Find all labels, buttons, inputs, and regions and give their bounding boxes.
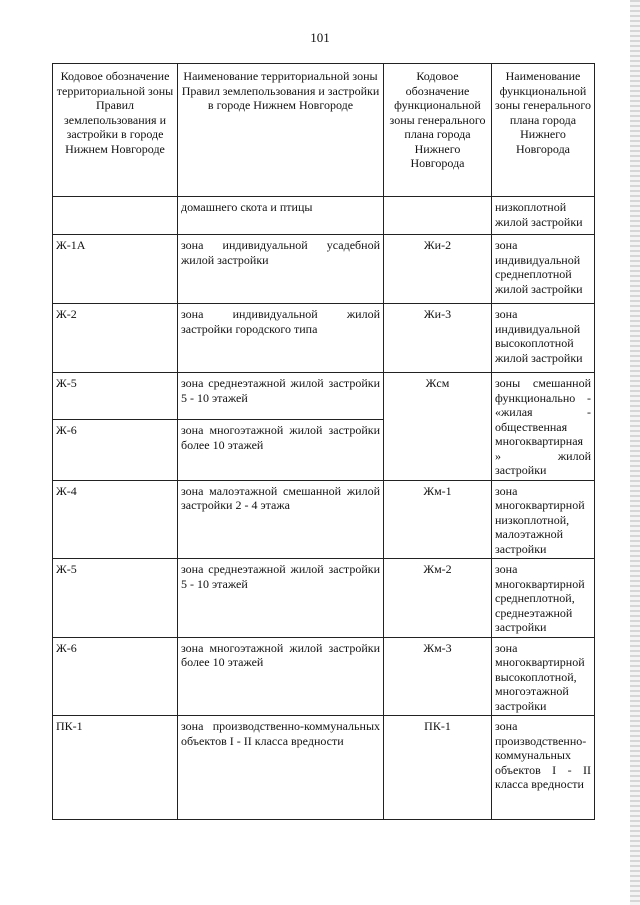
cell-name: зона среднеэтажной жилой застройки 5 - 10 этажей xyxy=(178,373,384,420)
cell-name: зона многоэтажной жилой застройки более 10 этажей xyxy=(178,637,384,716)
page-number: 101 xyxy=(310,30,330,45)
cell-func-name: зона многоквартирной высокоплотной, многоэтажной застройки xyxy=(492,637,595,716)
table-row xyxy=(53,559,595,638)
cell-code xyxy=(53,197,178,235)
cell-name: зона среднеэтажной жилой застройки 5 - 10 этажей xyxy=(178,559,384,638)
table-row xyxy=(53,197,595,235)
cell-func-code: Жм-1 xyxy=(384,480,492,559)
cell-code: Ж-4 xyxy=(53,480,178,559)
cell-func-code: Жм-2 xyxy=(384,559,492,638)
cell-func-name: зона производственно-коммунальных объектов I - II класса вредности xyxy=(492,716,595,820)
cell-func-name: зона многоквартирной низкоплотной, малоэтажной застройки xyxy=(492,480,595,559)
zones-table xyxy=(52,63,595,820)
cell-func-name: зона индивидуальной высокоплотной жилой застройки xyxy=(492,304,595,373)
cell-func-name: зона индивидуальной среднеплотной жилой застройки xyxy=(492,235,595,304)
cell-func-name: зоны смешанной функционально - «жилая - общественная многоквартирная » жилой застройки xyxy=(492,373,595,481)
cell-name: домашнего скота и птицы xyxy=(178,197,384,235)
table-row xyxy=(53,304,595,373)
cell-name: зона малоэтажной смешанной жилой застройки 2 - 4 этажа xyxy=(178,480,384,559)
cell-name: зона индивидуальной усадебной жилой застройки xyxy=(178,235,384,304)
cell-func-code xyxy=(384,197,492,235)
cell-code: Ж-6 xyxy=(53,637,178,716)
header-territorial-code: Кодовое обозначение территориальной зоны Правил землепользования и застройки в городе Нижнем Новгороде xyxy=(53,64,178,197)
cell-name: зона производственно-коммунальных объектов I - II класса вредности xyxy=(178,716,384,820)
cell-code: Ж-2 xyxy=(53,304,178,373)
cell-func-code: Жм-3 xyxy=(384,637,492,716)
table-row xyxy=(53,480,595,559)
cell-name: зона многоэтажной жилой застройки более 10 этажей xyxy=(178,420,384,480)
cell-func-code: Жи-3 xyxy=(384,304,492,373)
cell-func-code: ПК-1 xyxy=(384,716,492,820)
header-functional-code: Кодовое обозначение функциональной зоны генерального плана города Нижнего Новгорода xyxy=(384,64,492,197)
cell-func-code: Жсм xyxy=(384,373,492,481)
table-row xyxy=(53,637,595,716)
table-row xyxy=(53,373,595,420)
cell-func-code: Жи-2 xyxy=(384,235,492,304)
table-row xyxy=(53,716,595,820)
scan-edge-strip xyxy=(630,0,640,905)
table-row xyxy=(53,235,595,304)
cell-func-name: зона многоквартирной среднеплотной, среднеэтажной застройки xyxy=(492,559,595,638)
cell-func-name: низкоплотной жилой застройки xyxy=(492,197,595,235)
cell-code: ПК-1 xyxy=(53,716,178,820)
cell-code: Ж-5 xyxy=(53,373,178,420)
cell-code: Ж-6 xyxy=(53,420,178,480)
header-territorial-name: Наименование территориальной зоны Правил землепользования и застройки в городе Нижнем Новгороде xyxy=(178,64,384,197)
cell-code: Ж-5 xyxy=(53,559,178,638)
cell-name: зона индивидуальной жилой застройки городского типа xyxy=(178,304,384,373)
table-header-row xyxy=(53,64,595,197)
cell-code: Ж-1А xyxy=(53,235,178,304)
header-functional-name: Наименование функциональной зоны генерального плана города Нижнего Новгорода xyxy=(492,64,595,197)
